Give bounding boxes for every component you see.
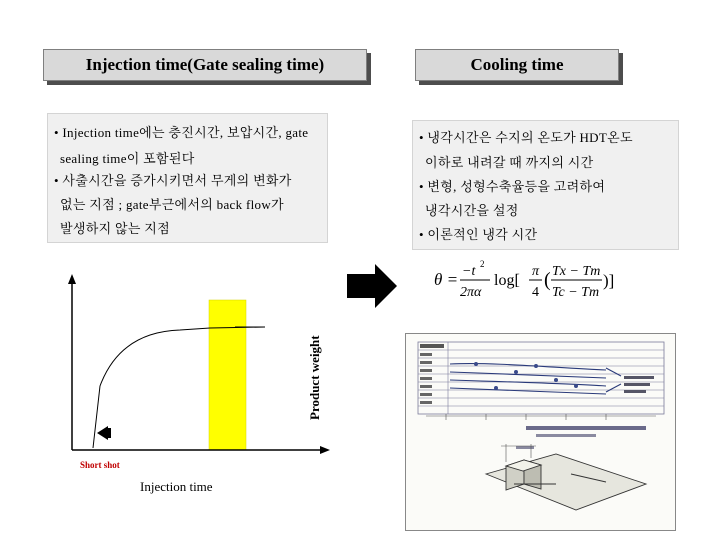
cooling-time-description [412, 120, 679, 250]
formula-pi: π [532, 264, 540, 279]
cooling-line-4: 냉각시간을 설정 [425, 203, 519, 218]
formula-close: )] [603, 271, 615, 290]
injection-line-5: 발생하지 않는 지점 [60, 221, 170, 236]
formula-four: 4 [532, 285, 539, 300]
cooling-line-5: • 이론적인 냉각 시간 [419, 227, 538, 242]
injection-line-2: sealing time이 포함된다 [60, 151, 195, 166]
short-shot-arrow-tail [108, 428, 111, 438]
formula-tx: Tx − Tm [552, 264, 601, 279]
formula-den: 2πα [460, 285, 482, 300]
right-arrow-icon [347, 264, 402, 309]
cooling-time-formula [432, 256, 622, 309]
x-axis-arrow [320, 446, 330, 454]
injection-time-title: Injection time(Gate sealing time) [43, 49, 367, 81]
injection-time-description [47, 113, 328, 243]
formula-log: log[ [494, 272, 520, 289]
scanned-dimension-drawing [405, 333, 676, 531]
injection-line-1: • Injection time에는 충진시간, 보압시간, gate [54, 125, 309, 140]
y-axis-arrow [68, 274, 76, 284]
gate-seal-band [209, 300, 246, 450]
short-shot-label: Short shot [80, 460, 120, 470]
formula-paren: ( [544, 269, 551, 291]
cooling-line-1: • 냉각시간은 수지의 온도가 HDT온도 [419, 130, 633, 145]
formula-lhs: θ = [434, 270, 459, 289]
formula-num: −t [462, 264, 476, 279]
y-axis-label: Product weight [307, 335, 322, 420]
weight-graph [60, 270, 340, 470]
cooling-time-title: Cooling time [415, 49, 619, 81]
cooling-line-3: • 변형, 성형수축율등을 고려하여 [419, 179, 606, 194]
x-axis-label: Injection time [140, 479, 213, 494]
formula-tc: Tc − Tm [552, 285, 600, 300]
injection-line-3: • 사출시간을 증가시키면서 무게의 변화가 [54, 173, 292, 188]
injection-line-4: 없는 지점 ; gate부근에서의 back flow가 [60, 197, 284, 212]
formula-sup: 2 [480, 259, 485, 269]
cooling-line-2: 이하로 내려갈 때 까지의 시간 [425, 155, 594, 170]
short-shot-arrow [97, 426, 108, 440]
